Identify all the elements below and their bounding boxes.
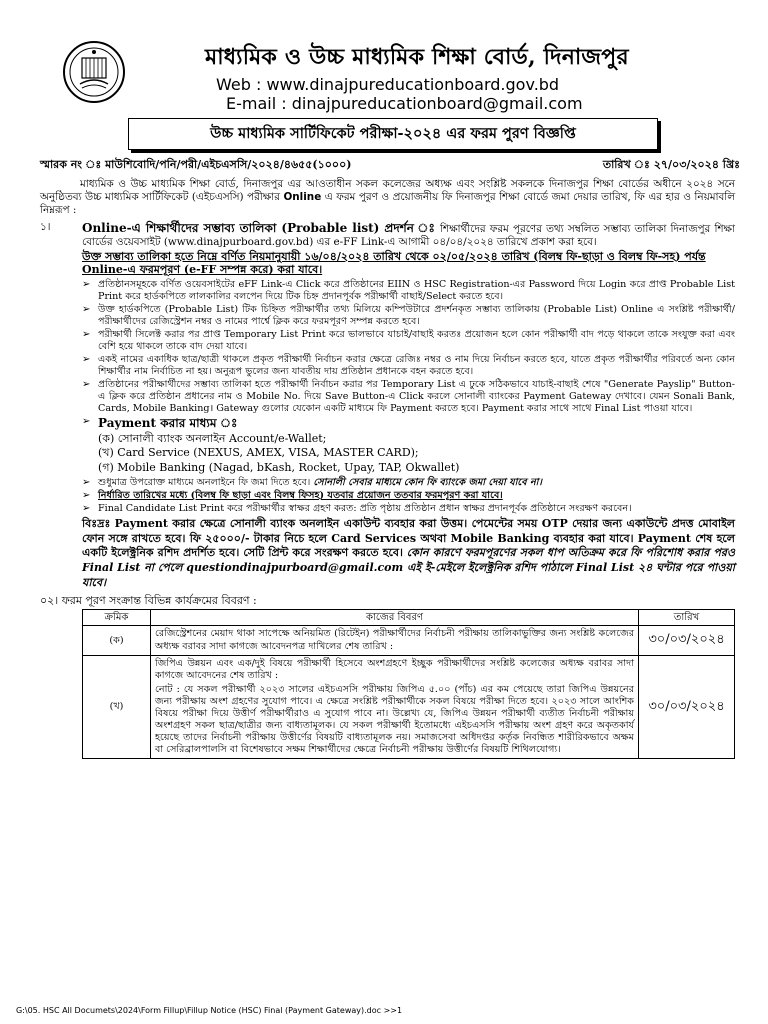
section-1-body (82, 221, 735, 590)
table-row (83, 655, 735, 759)
instruction-item: ➢ প্রতিষ্ঠানসমূহকে বর্ণিত ওয়েবসাইটের eFF Link-এ Click করে প্রতিষ্ঠানের EIIN ও HSC Registration-এর Password দিয়ে Login করে প্রাপ্ত Probable List Print করে হার্ডকপিতে লালকালির বলপেন দিয়ে টিক চিহ্ন প্রদানপূর্বক পরীক্ষার্থী বাছাই/Select করতে হবে। (82, 279, 735, 303)
row-serial: (খ) (83, 655, 151, 759)
row-date: ৩০/০৩/২০২৪ (639, 655, 735, 759)
table-header-row (83, 610, 735, 626)
file-path-footer: G:\05. HSC All Documets\2024\Form Fillup\Fillup Notice (HSC) Final (Payment Gateway).doc >>1 (16, 1006, 403, 1015)
online-only-text: শুধুমাত্র উপরোক্ত মাধ্যমে অনলাইনে ফি জমা দিতে হবে। (98, 476, 311, 488)
instruction-item: ➢ প্রতিষ্ঠানের পরীক্ষার্থীদের সম্ভাব্য তালিকা হতে পরীক্ষার্থী নির্বাচন করার পর Temporary List এ ঢুকে সঠিকভাবে যাচাই-বাছাই শেষে "Generate Payslip" Button-এ ক্লিক করে প্রতিষ্ঠান প্রধানের নাম ও Mobile No. দিয়ে Save Button-এ Click করলে সোনালী ব্যাংকের Payment Gateway দেখাবে। যেমন Sonali Bank, Cards, Mobile Banking। Gateway গুলোর যেকোন একটি মাধ্যমে ফি Payment করতে হবে। Payment করার সাথে সাথে Final List পাওয়া যাবে। (82, 379, 735, 415)
col-header-description: কাজের বিবরণ (151, 610, 639, 626)
no-sonali-seba-text: সোনালী সেবার মাধ্যমে কোন ফি ব্যাংকে জমা দেয়া যাবে না। (313, 476, 542, 488)
section-1 (40, 221, 735, 590)
note-bold-text: বিঃদ্রঃ Payment করার ক্ষেত্রে সোনালী ব্যাংক অনলাইন একাউন্ট ব্যবহার করা উত্তম। পেমেন্টের সময় OTP দেয়ার জন্য একাউন্টে প্রদত্ত মোবাইল ফোন সঙ্গে রাখতে হবে। ফি ২৫০০০/- টাকার নিচে হলে Card Services অথবা Mobile Banking ব্যবহার করা যাবে। Payment শেষ হলে একটি ইলেক্ট্রনিক রশিদ প্রদর্শিত হবে। সেটি প্রিন্ট করে সংরক্ষণ করতে হবে। (82, 516, 735, 560)
payment-methods-heading (82, 416, 735, 431)
intro-online: Online (283, 191, 322, 204)
letterhead (40, 0, 728, 113)
col-header-serial: ক্রমিক (83, 610, 151, 626)
intro-paragraph (40, 178, 735, 217)
notice-body (40, 178, 735, 759)
row-description-main: জিপিএ উন্নয়ন এবং এক/দুই বিষয়ে পরীক্ষার্থী হিসেবে অংশগ্রহণে ইচ্ছুক পরীক্ষার্থীদের সংশ্লিষ্ট কলেজের অধ্যক্ষ বরাবর সাদা কাগজে আবেদনের শেষ তারিখ : (155, 657, 634, 681)
instruction-item: ➢ একই নামের একাধিক ছাত্র/ছাত্রী থাকলে প্রকৃত পরীক্ষার্থী নির্বাচন করার ক্ষেত্রে রেজিঃ নম্বর ও নাম দিয়ে নির্বাচন করতে হবে, যাতে প্রকৃত পরীক্ষার্থীর পরিবর্তে অন্য কোন শিক্ষার্থীর নাম নির্বাচিত না হয়। অনুরূপ ভুলের জন্য যাবতীয় দায় প্রতিষ্ঠান প্রধানকে বহন করতে হবে। (82, 354, 735, 378)
form-fillup-window: উক্ত সম্ভাব্য তালিকা হতে নিম্নে বর্ণিত নিয়মানুযায়ী ১৬/০৪/২০২৪ তারিখ থেকে ০২/০৫/২০২৪ তারিখ (বিলম্ব ফি-ছাড়া ও বিলম্ব ফি-সহ) পর্যন্ত Online-এ ফরমপূরণ (e-FF সম্পন্ন করে) করা যাবে। (82, 249, 706, 277)
payment-option: (খ) Card Service (NEXUS, AMEX, VISA, MASTER CARD); (98, 446, 419, 460)
note-italic-text: কোন কারণে ফরমপূরণের সকল ধাপ অতিক্রম করে ফি পরিশোধ করার পরও Final List না পেলে questiondinajpurboard@gmail.com এই ই-মেইলে ইলেক্ট্রনিক রশিদ পাঠালে Final List ২৪ ঘন্টার পরে পাওয়া যাবে। (82, 546, 735, 589)
instruction-item (82, 477, 735, 489)
payment-option: (ক) সোনালী ব্যাংক অনলাইন Account/e-Wallet; (98, 432, 327, 446)
payment-option: (গ) Mobile Banking (Nagad, bKash, Rocket, Upay, TAP, Okwallet) (98, 460, 460, 474)
row-date: ৩০/০৩/২০২৪ (639, 626, 735, 655)
deadline-text: নির্ধারিত তারিখের মধ্যে (বিলম্ব ফি ছাড়া এবং বিলম্ব ফিসহ) যতবার প্রয়োজন ততবার ফরমপূরণ করা যাবে। (98, 489, 503, 501)
board-website: Web : www.dinajpureducationboard.gov.bd (216, 75, 560, 94)
instruction-item: ➢ পরীক্ষার্থী সিলেক্ট করার পর প্রাপ্ত Temporary List Print করে ভালভাবে যাচাই/বাছাই করতঃ প্রয়োজন হলে কোন পরীক্ষার্থী বাদ পড়ে থাকলে তাকে সংযুক্ত করা এবং বেশি হয়ে থাকলে তাকে বাদ দেয়া যাবে। (82, 329, 735, 353)
instruction-item: ➢ উক্ত হার্ডকপিতে (Probable List) টিক চিহ্নিত পরীক্ষার্থীর তথ্য মিলিয়ে কম্পিউটারে প্রদর্শনকৃত সম্ভাব্য তালিকায় (Probable List) Online এ সংশ্লিষ্ট পরীক্ষার্থী/পরীক্ষার্থীদের রেজিস্ট্রেশন নম্বর ও নামের পার্শ্বে ক্লিক করে ফরমপূরণ সম্পন্ন করতে হবে। (82, 304, 735, 328)
row-serial: (ক) (83, 626, 151, 655)
notice-title: উচ্চ মাধ্যমিক সার্টিফিকেট পরীক্ষা-২০২৪ এর ফরম পুরণ বিজ্ঞপ্তি (128, 118, 658, 150)
payment-head-text: Payment করার মাধ্যম ঃ (98, 416, 238, 431)
board-seal-icon (62, 40, 126, 104)
probable-list-heading: Online-এ শিক্ষার্থীদের সম্ভাব্য তালিকা (Probable list) প্রদর্শন ঃ (82, 221, 436, 236)
row-description (151, 655, 639, 759)
board-title: মাধ্যমিক ও উচ্চ মাধ্যমিক শিক্ষা বোর্ড, দিনাজপুর (205, 44, 629, 70)
probable-list-lead (82, 221, 735, 249)
instruction-item: ➢ Final Candidate List Print করে পরীক্ষার্থীর স্বাক্ষর গ্রহণ করত: প্রতি পৃষ্ঠায় প্রতিষ্ঠান প্রধান স্বাক্ষর প্রদানপূর্বক প্রতিষ্ঠানে সংরক্ষণ করবেন। (82, 503, 735, 515)
intro-text-1: মাধ্যমিক ও উচ্চ মাধ্যমিক শিক্ষা বোর্ড, দিনাজপুর এর আওতাধীন সকল কলেজের অধ্যক্ষ এবং সংশ্লিষ্ট সকলকে দিনাজপুর শিক্ষা বোর্ডের অধীনে ২০২৪ সনে অনুষ্ঠিতব্য উচ্চ মাধ্যমিক সার্টিফিকেট (এইচএসসি) পরীক্ষার (40, 178, 735, 204)
instruction-item (82, 490, 735, 502)
intro-text-2: এ ফরম পুরণ ও প্রয়োজনীয় ফি দিনাজপুর শিক্ষা বোর্ডে জমা দেয়ার তারিখ, ফি এর হার ও নিয়মাবলি নিম্নরূপ : (40, 191, 735, 217)
section-2-title: ০২। ফরম পূরণ সংক্রান্ত বিভিন্ন কার্যক্রমের বিবরণ : (40, 593, 257, 607)
memo-number: স্মারক নং ঃ মাউশিবোদি/পনি/পরী/এইচএসসি/২০২৪/৪৬৫৫(১০০০) (40, 158, 352, 171)
row-description: রেজিস্ট্রেশনের মেয়াদ থাকা সাপেক্ষে অনিয়মিত (রিটেইন) পরীক্ষার্থীদের নির্বাচনী পরীক্ষায় তালিকাভুক্তির জন্য সংশ্লিষ্ট কলেজের অধ্যক্ষ বরাবর সাদা কাগজে আবেদনপত্র দাখিলের শেষ তারিখ : (151, 626, 639, 655)
row-description-note: নোট : যে সকল পরীক্ষার্থী ২০২৩ সালের এইচএসসি পরীক্ষায় জিপিএ ৫.০০ (পাঁচ) এর কম পেয়েছে তারা জিপিএ উন্নয়নের জন্য পরীক্ষায় অংশ গ্রহণের সুযোগ পাবে। এ ক্ষেত্রে সংশ্লিষ্ট পরীক্ষার্থীকে সকল বিষয়ে পরীক্ষা দিতে হবে। ২০২৩ সালে আংশিক বিষয়ে পরীক্ষা দিয়ে উত্তীর্ণ পরীক্ষার্থীরাও এ সুযোগ পাবে না। উল্লেখ্য যে, জিপিএ উন্নয়ন পরীক্ষার্থী ব্যতীত নির্বাচনী পরীক্ষায় অংশগ্রহণ সকল ছাত্র/ছাত্রীর জন্য বাধ্যতামূলক। যে সকল পরীক্ষার্থী ইতোমধ্যে এইচএসসি পরীক্ষায় অংশ গ্রহণ করে অকৃতকার্য হয়েছে তাদের নির্বাচনী পরীক্ষায় উত্তীর্ণের বিষয়টি বাধ্যতামূলক নয়। সমাজসেবা অধিদপ্তর কর্তৃক নিবন্ধিত শারীরিকভাবে অক্ষম বা সেরিব্রালপালসি বা বিশেষভাবে সক্ষম শিক্ষার্থীদের ক্ষেত্রে নির্বাচনী পরীক্ষায় উত্তীর্ণের বিষয়টি শিথিলযোগ্য। (155, 683, 634, 756)
section-1-number: ১। (40, 221, 51, 234)
col-header-date: তারিখ (639, 610, 735, 626)
probable-list-text: শিক্ষার্থীদের ফরম পূরণের তথ্য সম্বলিত সম্ভাব্য তালিকা দিনাজপুর শিক্ষা বোর্ডের ওয়েবসাইট (www.dinajpurboard.gov.bd) এর e-FF Link-এ আগামী ০৪/০৪/২০২৪ তারিখে প্রকাশ করা হবে। (82, 223, 735, 249)
payment-note (82, 517, 735, 591)
board-email: E-mail : dinajpureducationboard@gmail.com (226, 94, 583, 113)
instruction-list-2 (82, 477, 735, 515)
table-row (83, 626, 735, 655)
schedule-table (82, 609, 735, 759)
instruction-list (82, 279, 735, 431)
notice-date: তারিখ ঃ ২৭/০৩/২০২৪ খ্রিঃ (602, 158, 740, 171)
